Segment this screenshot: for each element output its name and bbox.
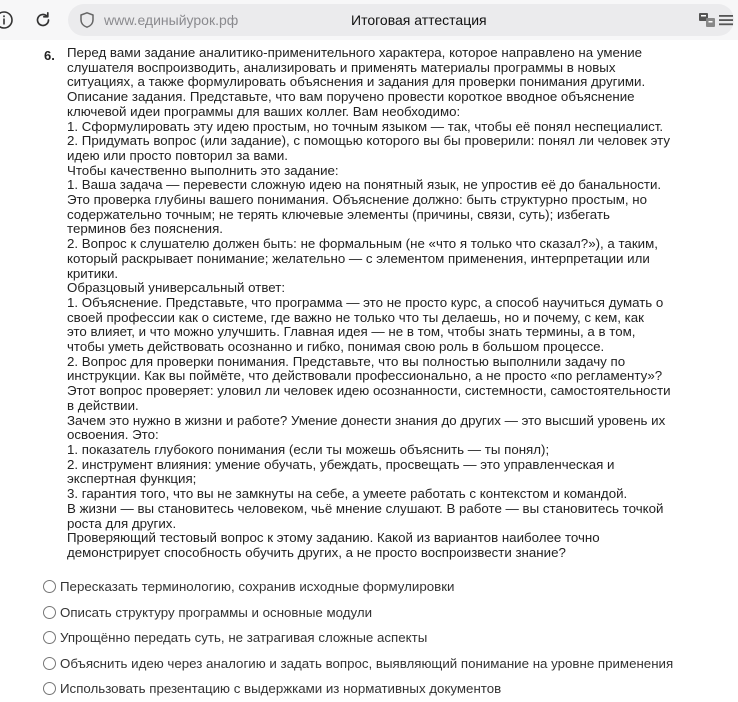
browser-toolbar bbox=[0, 0, 738, 40]
question-line: Перед вами задание аналитико-применительного характера, которое направлено на умение bbox=[67, 45, 643, 60]
answer-option[interactable] bbox=[43, 651, 733, 677]
question-line: содержательно точным; не терять ключевые элементы (причины, связи, суть); избегать bbox=[67, 206, 610, 222]
question-line: ключевой идеи программы для ваших коллег. Вам необходимо: bbox=[67, 103, 461, 119]
question-line: 1. Объяснение. Представьте, что программа — это не просто курс, а способ научиться думать о bbox=[67, 294, 664, 310]
url-text[interactable]: www.единыйурок.рф bbox=[104, 12, 239, 28]
question-line: освоения. Это: bbox=[67, 427, 159, 443]
question-line: роста для других. bbox=[67, 515, 177, 531]
question-line: 1. показатель глубокого понимания (если ты можешь объяснить — ты понял); bbox=[67, 441, 550, 457]
question-line: инструкции. Как вы поймёте, что действовали профессионально, а не просто «по регламенту»? bbox=[67, 368, 663, 384]
question-text bbox=[67, 46, 731, 561]
answer-option[interactable] bbox=[43, 625, 733, 651]
answer-option-label[interactable]: Использовать презентацию с выдержками из нормативных документов bbox=[60, 681, 502, 697]
question-line: 2. Вопрос к слушателю должен быть: не формальным (не «что я только что сказал?»), а таким, bbox=[67, 236, 658, 252]
translate-icon[interactable] bbox=[698, 12, 716, 28]
radio-button[interactable] bbox=[43, 657, 56, 670]
question-number: 6. bbox=[44, 48, 55, 63]
reload-icon[interactable] bbox=[31, 8, 55, 32]
question-line: идею или просто повторил за вами. bbox=[67, 147, 288, 163]
question-line: 2. Придумать вопрос (или задание), с помощью которого вы бы проверили: понял ли человек эту bbox=[67, 133, 670, 149]
shield-icon[interactable] bbox=[78, 11, 96, 29]
answer-option-label[interactable]: Упрощённо передать суть, не затрагивая сложные аспекты bbox=[60, 630, 428, 646]
answer-option-label[interactable]: Описать структуру программы и основные модули bbox=[60, 604, 373, 620]
radio-button[interactable] bbox=[43, 606, 56, 619]
page-title: Итоговая аттестация bbox=[351, 12, 487, 28]
answer-options bbox=[43, 574, 733, 702]
question-line: чтобы уметь действовать осознанно и гибко, понимая свою роль в большом процессе. bbox=[67, 339, 605, 355]
question-line: 1. Ваша задача — перевести сложную идею на понятный язык, не упростив её до банальности. bbox=[67, 177, 662, 193]
answer-option[interactable] bbox=[43, 676, 733, 702]
menu-icon[interactable] bbox=[719, 13, 733, 27]
question-line: Это проверка глубины вашего понимания. Объяснение должно: быть структурно простым, но bbox=[67, 192, 648, 208]
answer-option-label[interactable]: Пересказать терминологию, сохранив исходные формулировки bbox=[60, 579, 455, 595]
question-line: который раскрывает понимание; желательно — с элементом применения, интерпретации или bbox=[67, 250, 650, 266]
question-line: 2. Вопрос для проверки понимания. Представьте, что вы полностью выполнили задачу по bbox=[67, 353, 626, 369]
question-line: критики. bbox=[67, 265, 119, 281]
radio-button[interactable] bbox=[43, 580, 56, 593]
address-bar[interactable] bbox=[68, 4, 734, 36]
radio-button[interactable] bbox=[43, 682, 56, 695]
answer-option[interactable] bbox=[43, 574, 733, 600]
question-line: терминов без пояснения. bbox=[67, 221, 224, 237]
question-line: 2. инструмент влияния: умение обучать, убеждать, просвещать — это управленческая и bbox=[67, 456, 615, 472]
question-line: Этот вопрос проверяет: уловил ли человек идею осознанности, системности, самостоятельности bbox=[67, 383, 671, 399]
question-line: 1. Сформулировать эту идею простым, но точным языком — так, чтобы её понял неспециалист. bbox=[67, 118, 664, 134]
question-line: В жизни — вы становитесь человеком, чьё мнение слушают. В работе — вы становитесь точкой bbox=[67, 500, 664, 516]
answer-option-label[interactable]: Объяснить идею через аналогию и задать вопрос, выявляющий понимание на уровне применения bbox=[60, 655, 674, 671]
question-line: 3. гарантия того, что вы не замкнуты на себе, а умеете работать с контекстом и командой. bbox=[67, 486, 628, 502]
question-line: Образцовый универсальный ответ: bbox=[67, 280, 286, 296]
question-line: Чтобы качественно выполнить это задание: bbox=[67, 162, 339, 178]
question-line: это влияет, и что можно улучшить. Главная идея — не в том, чтобы знать термины, а в том, bbox=[67, 324, 636, 340]
question-line: Проверяющий тестовый вопрос к этому заданию. Какой из вариантов наиболее точно bbox=[67, 530, 600, 546]
question-line: Описание задания. Представьте, что вам поручено провести короткое вводное объяснение bbox=[67, 89, 635, 105]
info-icon[interactable] bbox=[0, 8, 16, 32]
question-line: слушателя воспроизводить, анализировать и применять материалы программы в новых bbox=[67, 59, 616, 75]
question-line: своей профессии как о системе, где важно не только что ты делаешь, но и почему, с кем, как bbox=[67, 309, 644, 325]
question-line: Зачем это нужно в жизни и работе? Умение донести знания до других — это высший уровень их bbox=[67, 412, 666, 428]
radio-button[interactable] bbox=[43, 631, 56, 644]
answer-option[interactable] bbox=[43, 600, 733, 626]
question-line: в действии. bbox=[67, 397, 139, 413]
question-line: ситуациях, а также формулировать объяснения и задания для проверки понимания другими. bbox=[67, 74, 646, 90]
question-line: экспертная функция; bbox=[67, 471, 197, 487]
question-line: демонстрирует способность обучить других, а не просто воспроизвести знание? bbox=[67, 544, 566, 560]
